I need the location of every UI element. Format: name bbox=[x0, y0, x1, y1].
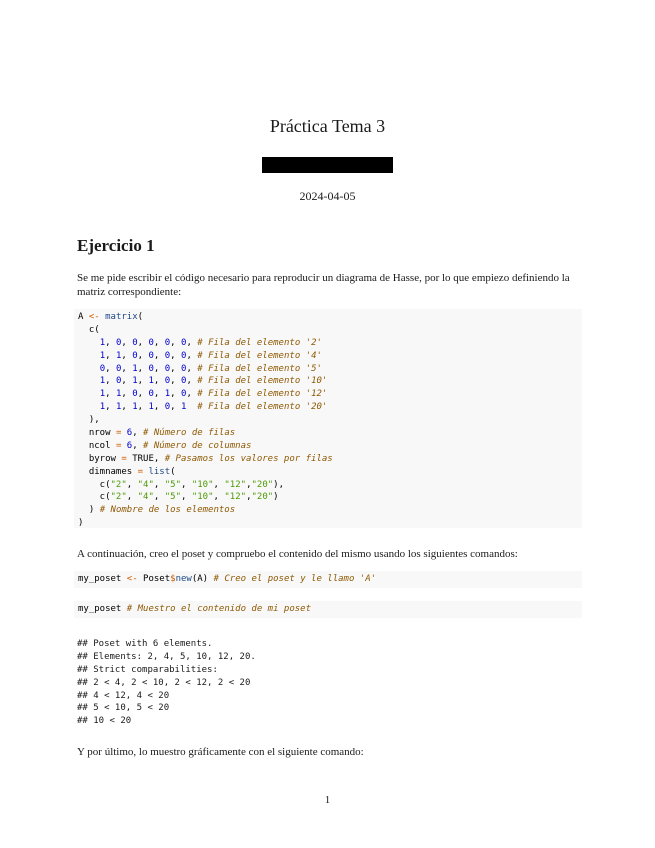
code-token: <- bbox=[88, 312, 100, 322]
document-date: 2024-04-05 bbox=[299, 189, 356, 203]
code-token: # Creo el poset y le llamo 'A' bbox=[213, 574, 377, 584]
code-token: "10" bbox=[191, 492, 214, 503]
code-token: 6 bbox=[126, 428, 133, 439]
code-token: list bbox=[148, 466, 171, 477]
code-line bbox=[78, 414, 578, 427]
code-token: , bbox=[186, 337, 198, 348]
code-token: 0 bbox=[181, 389, 187, 400]
code-block-matrix bbox=[74, 309, 582, 528]
code-token: , bbox=[121, 337, 133, 348]
code-token bbox=[78, 389, 100, 399]
code-token: , bbox=[105, 389, 116, 400]
intro-paragraph: Se me pide escribir el código necesario para reproducir un diagrama de Hasse, por lo que empiezo definiendo la matriz correspondiente: bbox=[77, 272, 570, 298]
code-token: 0 bbox=[132, 350, 138, 361]
code-token: 0 bbox=[132, 389, 138, 400]
code-token: ( bbox=[137, 312, 144, 322]
code-line bbox=[78, 517, 578, 530]
code-token: , bbox=[132, 428, 144, 439]
code-token: , bbox=[170, 350, 182, 361]
section-heading: Ejercicio 1 bbox=[77, 236, 155, 255]
code-token: 0 bbox=[148, 363, 154, 374]
code-token: , bbox=[105, 402, 116, 413]
code-token: 0 bbox=[164, 337, 171, 348]
code-line bbox=[78, 453, 578, 466]
code-token: "12" bbox=[224, 479, 247, 490]
code-output bbox=[77, 638, 582, 728]
code-token bbox=[78, 351, 100, 361]
code-token bbox=[78, 364, 100, 374]
code-token: 1 bbox=[132, 363, 138, 374]
code-token: 1 bbox=[99, 402, 106, 413]
poset-paragraph: A continuación, creo el poset y compruebo el contenido del mismo usando los siguientes comandos: bbox=[77, 548, 518, 560]
code-token: , bbox=[153, 389, 165, 400]
code-token: # Nombre de los elementos bbox=[99, 505, 236, 516]
code-token: my_poset bbox=[78, 574, 127, 584]
code-token: # Fila del elemento '4' bbox=[197, 350, 322, 361]
code-token: 1 bbox=[164, 389, 171, 400]
code-line bbox=[78, 466, 578, 479]
code-token: = bbox=[115, 440, 122, 451]
code-token: 1 bbox=[99, 337, 106, 348]
code-line bbox=[78, 324, 578, 337]
code-line bbox=[78, 350, 578, 363]
code-token: , bbox=[170, 402, 182, 413]
code-token: , bbox=[137, 402, 149, 413]
code-token: 1 bbox=[132, 402, 138, 413]
code-token: , bbox=[121, 389, 133, 400]
output-line: ## Elements: 2, 4, 5, 10, 12, 20. bbox=[77, 651, 256, 662]
code-token: , bbox=[121, 350, 133, 361]
code-token: 0 bbox=[181, 376, 187, 387]
code-token: 1 bbox=[148, 402, 154, 413]
code-token bbox=[78, 338, 100, 348]
code-token bbox=[186, 402, 197, 412]
code-token: 0 bbox=[164, 402, 171, 413]
code-token: , bbox=[153, 337, 165, 348]
code-token: ), bbox=[273, 479, 285, 490]
code-token: # Número de columnas bbox=[143, 440, 252, 451]
code-token: , bbox=[246, 492, 252, 503]
code-token: # Fila del elemento '5' bbox=[197, 363, 322, 374]
code-token: new bbox=[175, 574, 192, 584]
code-token: , bbox=[170, 337, 182, 348]
code-token: , bbox=[121, 363, 133, 374]
code-token: , bbox=[153, 363, 165, 374]
code-token: 1 bbox=[115, 402, 122, 413]
code-token: 0 bbox=[181, 337, 187, 348]
code-line bbox=[78, 401, 578, 414]
code-token: 0 bbox=[148, 337, 154, 348]
code-token: , bbox=[186, 350, 198, 361]
code-token: # Fila del elemento '20' bbox=[197, 402, 328, 413]
code-token: Poset bbox=[137, 574, 171, 584]
code-token: , bbox=[126, 492, 138, 503]
code-token: 0 bbox=[148, 350, 154, 361]
output-line: ## 10 < 20 bbox=[77, 716, 132, 727]
code-token: , bbox=[121, 376, 133, 387]
code-line bbox=[78, 504, 578, 517]
code-token: 1 bbox=[115, 389, 122, 400]
code-token: "5" bbox=[164, 479, 181, 490]
code-token: , bbox=[213, 479, 225, 490]
code-token: c( bbox=[78, 492, 111, 503]
code-token: c( bbox=[78, 479, 111, 490]
code-token: "20" bbox=[251, 479, 274, 490]
output-line: ## Poset with 6 elements. bbox=[77, 639, 213, 649]
code-token: = bbox=[121, 453, 127, 464]
code-token: "2" bbox=[110, 492, 127, 503]
code-token: 1 bbox=[148, 376, 154, 387]
output-line: ## 5 < 10, 5 < 20 bbox=[77, 703, 170, 714]
code-token: , bbox=[105, 363, 116, 374]
code-token: 0 bbox=[164, 350, 171, 361]
code-token: , bbox=[105, 350, 116, 361]
code-token: , bbox=[126, 479, 138, 490]
output-line: ## 4 < 12, 4 < 20 bbox=[77, 690, 170, 701]
code-token: 1 bbox=[132, 376, 138, 387]
output-line: ## Strict comparabilities: bbox=[77, 664, 218, 675]
code-block-show-poset bbox=[74, 601, 582, 618]
code-token: , bbox=[137, 389, 149, 400]
code-token: , bbox=[153, 376, 165, 387]
code-block-create-poset bbox=[74, 571, 582, 588]
code-token: , bbox=[105, 376, 116, 387]
code-token: c( bbox=[78, 324, 100, 335]
code-token: , bbox=[170, 363, 182, 374]
code-token: , bbox=[186, 363, 198, 374]
code-token: , bbox=[153, 402, 165, 413]
code-token: , bbox=[137, 363, 149, 374]
code-token: "4" bbox=[137, 479, 154, 490]
code-token: 0 bbox=[181, 363, 187, 374]
code-token: nrow bbox=[78, 428, 116, 439]
code-token: 0 bbox=[164, 363, 171, 374]
code-token: "12" bbox=[224, 492, 247, 503]
code-token: A bbox=[78, 312, 89, 322]
code-token: , bbox=[170, 376, 182, 387]
code-line bbox=[78, 479, 578, 492]
code-token: 0 bbox=[115, 363, 122, 374]
code-line bbox=[78, 375, 578, 388]
code-token: "10" bbox=[191, 479, 214, 490]
code-token: ) bbox=[78, 505, 100, 516]
code-token: ), bbox=[78, 415, 100, 426]
code-token: (A) bbox=[191, 574, 214, 584]
code-token: ( bbox=[170, 466, 176, 477]
page-number: 1 bbox=[324, 794, 331, 806]
code-token: , bbox=[153, 479, 165, 490]
code-line bbox=[78, 363, 578, 376]
code-token: "4" bbox=[137, 492, 154, 503]
code-line bbox=[78, 427, 578, 440]
code-token: # Fila del elemento '12' bbox=[197, 389, 328, 400]
code-token: 1 bbox=[99, 389, 106, 400]
code-token: # Número de filas bbox=[143, 428, 236, 439]
code-token: = bbox=[137, 466, 144, 477]
code-token: , bbox=[153, 492, 165, 503]
code-token: dimnames bbox=[78, 466, 138, 477]
code-token: , bbox=[153, 350, 165, 361]
code-token: , bbox=[181, 479, 192, 490]
code-token: 1 bbox=[99, 376, 106, 387]
code-line bbox=[78, 603, 578, 616]
code-token: , bbox=[213, 492, 225, 503]
code-line bbox=[78, 491, 578, 504]
code-token: 0 bbox=[99, 363, 106, 374]
code-token: 0 bbox=[132, 337, 138, 348]
code-line bbox=[78, 311, 578, 324]
code-token: ) bbox=[273, 492, 279, 503]
code-token: my_poset bbox=[78, 604, 127, 614]
code-token: 1 bbox=[181, 402, 187, 413]
code-token: # Muestro el contenido de mi poset bbox=[126, 604, 312, 614]
redacted-author-bar bbox=[262, 157, 393, 173]
code-token: , bbox=[186, 389, 198, 400]
code-token: 0 bbox=[148, 389, 154, 400]
code-token: , bbox=[105, 337, 116, 348]
code-token: , bbox=[137, 350, 149, 361]
code-token: # Fila del elemento '10' bbox=[197, 376, 328, 387]
code-token: byrow bbox=[78, 453, 122, 464]
code-token bbox=[78, 376, 100, 386]
code-token: # Fila del elemento '2' bbox=[197, 337, 322, 348]
code-token: 1 bbox=[115, 350, 122, 361]
code-token: ncol bbox=[78, 440, 116, 451]
code-token: , bbox=[137, 376, 149, 387]
code-token: = bbox=[115, 428, 122, 439]
code-token: $ bbox=[170, 574, 176, 584]
code-token: TRUE, bbox=[126, 453, 165, 464]
code-token: "2" bbox=[110, 479, 127, 490]
code-token: matrix bbox=[105, 312, 138, 322]
code-token: , bbox=[137, 337, 149, 348]
code-token: , bbox=[181, 492, 192, 503]
code-token: 0 bbox=[115, 337, 122, 348]
code-line bbox=[78, 440, 578, 453]
plot-paragraph: Y por último, lo muestro gráficamente con el siguiente comando: bbox=[77, 746, 364, 758]
code-line bbox=[78, 388, 578, 401]
code-token: , bbox=[246, 479, 252, 490]
code-token: , bbox=[121, 402, 133, 413]
code-token: , bbox=[186, 376, 198, 387]
code-token: 0 bbox=[115, 376, 122, 387]
code-token: 0 bbox=[164, 376, 171, 387]
code-token bbox=[78, 402, 100, 412]
output-line: ## 2 < 4, 2 < 10, 2 < 12, 2 < 20 bbox=[77, 677, 251, 688]
code-token: ) bbox=[78, 518, 84, 529]
code-token: "20" bbox=[251, 492, 274, 503]
code-token: 0 bbox=[181, 350, 187, 361]
code-token: "5" bbox=[164, 492, 181, 503]
code-token: 1 bbox=[99, 350, 106, 361]
code-token: , bbox=[170, 389, 182, 400]
code-token: , bbox=[132, 440, 144, 451]
code-line bbox=[78, 337, 578, 350]
document-title: Práctica Tema 3 bbox=[269, 116, 386, 136]
code-token: <- bbox=[126, 574, 138, 584]
code-line bbox=[78, 573, 578, 586]
code-token: 6 bbox=[126, 440, 133, 451]
code-token: # Pasamos los valores por filas bbox=[164, 453, 333, 464]
